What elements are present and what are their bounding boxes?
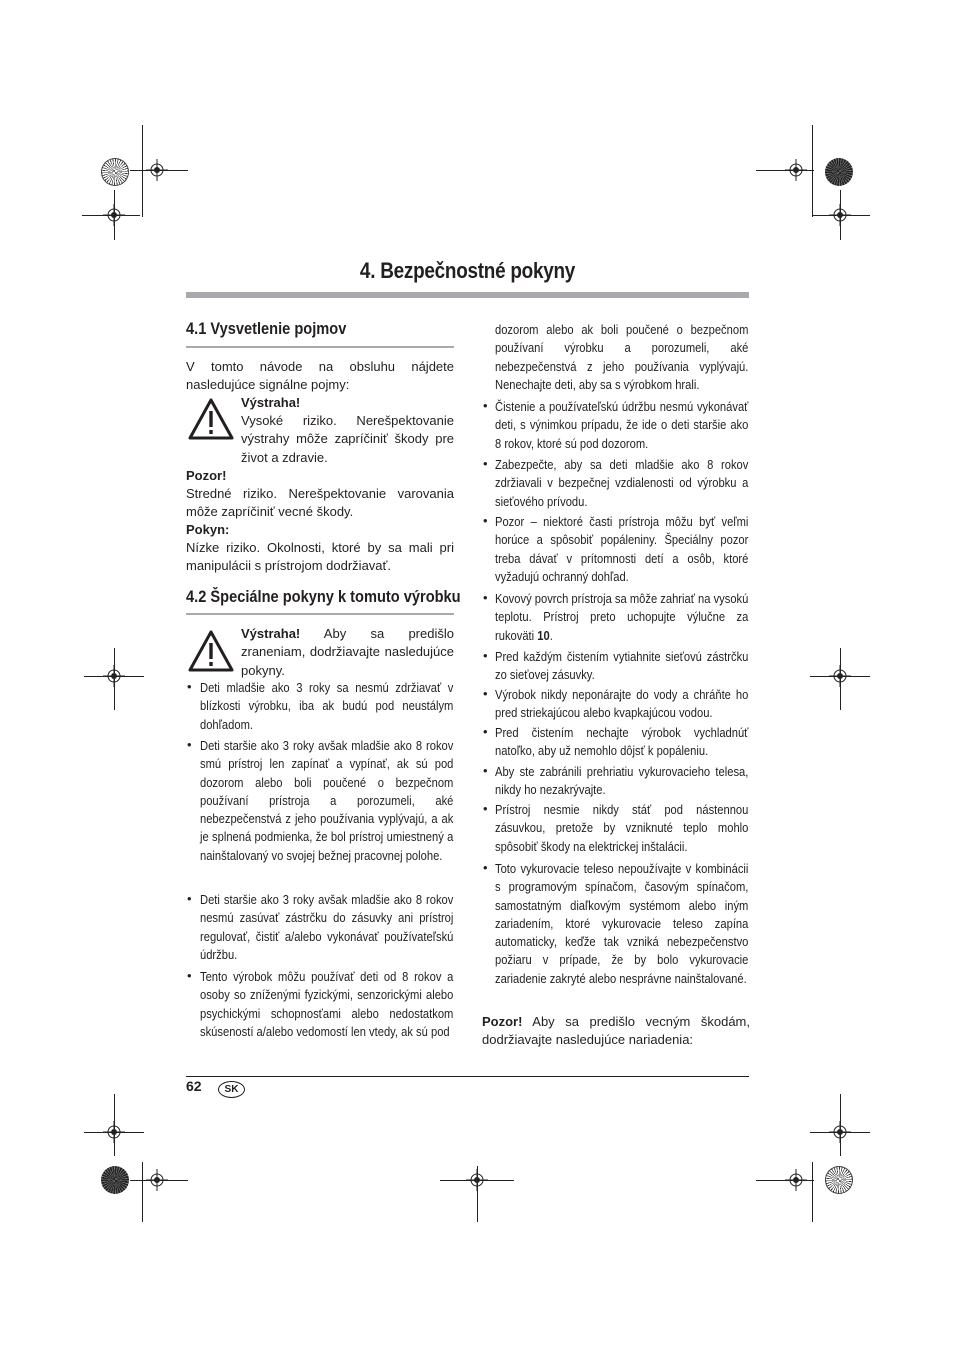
right-bullet-2 — [495, 456, 749, 511]
pozor-text: Stredné riziko. Nerešpektovanie varovania môže zapríčiniť vecné škody. — [186, 486, 454, 520]
registration-mark-icon — [466, 1169, 488, 1191]
warning-triangle-icon — [188, 630, 234, 672]
bullet-icon: • — [187, 968, 192, 983]
vystraha-text: Vysoké riziko. Nerešpektovanie výstrahy môže zapríčiniť škody pre život a zdravie. — [241, 413, 454, 465]
pokyn-text: Nízke riziko. Okolnosti, ktoré by sa mali pri manipulácii s prístrojom dodržiavať. — [186, 540, 454, 574]
pozor-label: Pozor! — [186, 468, 227, 483]
registration-mark-icon — [146, 1169, 168, 1191]
heading-rule — [186, 613, 454, 615]
registration-mark-icon — [103, 204, 125, 226]
footer-rule — [186, 1076, 749, 1077]
bullet-icon: • — [483, 456, 488, 471]
bullet-icon: • — [483, 686, 488, 701]
left-bullet-2 — [200, 737, 454, 865]
color-rosette-icon — [101, 158, 129, 186]
right-bullet-text: Zabezpečte, aby sa deti mladšie ako 8 rokov zdržiavali v bezpečnej vzdialenosti od výrobku a sieťového prívodu. — [495, 457, 749, 509]
right-bullet-4: Kovový povrch prístroja sa môže zahriať na vysokú teplotu. Prístroj preto uchopujte výlučne za rukoväti 10. — [495, 591, 749, 643]
handle-number: 10 — [537, 627, 550, 643]
right-bullet-8 — [495, 763, 749, 800]
right-bullet-text: Kovový povrch prístroja sa môže zahriať na vysokú teplotu. Prístroj preto uchopujte výlučne za rukoväti — [495, 591, 749, 643]
crop-line — [812, 125, 813, 217]
crop-line — [142, 125, 143, 217]
registration-mark-icon — [829, 1121, 851, 1143]
page-number: 62 — [186, 1078, 202, 1094]
right-bullet-9 — [495, 801, 749, 856]
bullet-icon: • — [483, 860, 488, 875]
registration-mark-icon — [146, 159, 168, 181]
left-bullet-text: Deti mladšie ako 3 roky sa nesmú zdržiavať v blízkosti výrobku, iba ak budú pod neustálym dohľadom. — [200, 680, 454, 732]
right-bullet-text: Čistenie a používateľskú údržbu nesmú vykonávať deti, s výnimkou prípadu, že ide o deti staršie ako 8 rokov, ktoré sú pod dozorom. — [495, 399, 749, 451]
warning-text: Aby sa predišlo zraneniam, dodržiavajte nasledujúce pokyny. — [241, 626, 454, 678]
final-pozor-label: Pozor! — [482, 1014, 523, 1029]
final-pozor-text: Aby sa predišlo vecným škodám, dodržiavajte nasledujúce nariadenia: — [482, 1014, 750, 1048]
right-bullet-text: Pozor – niektoré časti prístroja môžu byť veľmi horúce a spôsobiť popáleniny. Špeciálny pozor treba dávať v prítomnosti detí a osôb, ktoré vyžadujú ochranný dohľad. — [495, 514, 749, 584]
left-bullet-1 — [200, 679, 454, 734]
right-bullet-text: Pred každým čistením vytiahnite sieťovú zástrčku zo sieťovej zásuvky. — [495, 649, 749, 683]
bullet-icon: • — [187, 737, 192, 752]
right-bullet-5 — [495, 648, 749, 685]
registration-mark-icon — [829, 204, 851, 226]
right-bullet-text: Pred čistením nechajte výrobok vychladnúť natoľko, aby už nemohlo dôjsť k popáleniu. — [495, 725, 749, 759]
registration-mark-icon — [103, 665, 125, 687]
title-underline-bar — [186, 292, 749, 298]
bullet-icon: • — [187, 679, 192, 694]
bullet-icon: • — [483, 801, 488, 816]
color-rosette-icon — [825, 1166, 853, 1194]
registration-mark-icon — [829, 665, 851, 687]
left-bullet-text: Tento výrobok môžu používať deti od 8 rokov a osoby so zníženými fyzickými, senzorickými alebo psychickými schopnosťami alebo nedostatkom skúseností a/alebo vedomostí len vtedy, ak sú pod — [200, 969, 454, 1039]
bullet-icon: • — [483, 590, 488, 605]
page-title: 4. Bezpečnostné pokyny — [359, 258, 576, 283]
right-bullet-7 — [495, 724, 749, 761]
color-rosette-icon — [825, 158, 853, 186]
section-heading-4-1: 4.1 Vysvetlenie pojmov — [186, 319, 347, 338]
registration-mark-icon — [103, 1121, 125, 1143]
crop-line — [812, 1162, 813, 1222]
bullet-icon: • — [483, 398, 488, 413]
country-code-badge: SK — [218, 1081, 245, 1098]
right-bullet-1 — [495, 398, 749, 453]
bullet-icon: • — [483, 763, 488, 778]
bullet-icon: • — [483, 724, 488, 739]
left-bullet-text: Deti staršie ako 3 roky avšak mladšie ako 8 rokov nesmú zasúvať zástrčku do zásuvky ani prístroj regulovať, čistiť a/alebo vykonávať používateľskú údržbu. — [200, 892, 454, 962]
final-pozor-block — [482, 1013, 750, 1050]
left-bullet-4 — [200, 968, 454, 1041]
continuation-text: dozorom alebo ak boli poučené o bezpečnom používaní výrobku a porozumeli, aké nebezpečenstvá z jeho používania vyplývajú. Nenechajte deti, aby sa s výrobkom hrali. — [495, 322, 749, 392]
left-bullet-text: Deti staršie ako 3 roky avšak mladšie ako 8 rokov smú prístroj len zapínať a vypínať, ak sú pod dozorom alebo boli poučené o bezpečnom používaní prístroja a porozumeli, aké nebezpečenstvá z jeho používania vyplývajú, a ak je splnená podmienka, že bol prístroj umiestnený a nainštalovaný vo svojej bežnej pracovnej polohe. — [200, 738, 454, 863]
warning-triangle-icon — [188, 398, 234, 440]
pokyn-label: Pokyn: — [186, 522, 230, 537]
crop-line — [142, 1162, 143, 1222]
right-bullet-3 — [495, 513, 749, 586]
section-heading-4-2: 4.2 Špeciálne pokyny k tomuto výrobku — [186, 587, 461, 606]
bullet-icon: • — [483, 648, 488, 663]
right-bullet-text: Prístroj nesmie nikdy stáť pod nástennou zásuvkou, pretože by vzniknuté teplo mohlo spôsobiť škody na elektrickej inštalácii. — [495, 802, 749, 854]
right-continuation — [495, 321, 749, 394]
color-rosette-icon — [101, 1166, 129, 1194]
heading-rule — [186, 346, 454, 348]
right-bullet-text: Aby ste zabránili prehriatiu vykurovacieho telesa, nikdy ho nezakrývajte. — [495, 764, 749, 798]
bullet-icon: • — [187, 891, 192, 906]
right-bullet-6 — [495, 686, 749, 723]
bullet-icon: • — [483, 513, 488, 528]
warning-label: Výstraha! — [241, 626, 301, 641]
right-bullet-text: Výrobok nikdy neponárajte do vody a chráňte ho pred striekajúcou alebo kvapkajúcou vodou. — [495, 687, 749, 721]
vystraha-label: Výstraha! — [241, 395, 301, 410]
registration-mark-icon — [785, 159, 807, 181]
intro-paragraph: V tomto návode na obsluhu nájdete nasledujúce signálne pojmy: — [186, 359, 454, 393]
right-bullet-10 — [495, 860, 749, 988]
warning-block — [241, 625, 454, 680]
registration-mark-icon — [785, 1169, 807, 1191]
left-bullet-3 — [200, 891, 454, 964]
right-bullet-text: Toto vykurovacie teleso nepoužívajte v kombinácii s programovým spínačom, časovým spínačom, samostatným diaľkovým systémom alebo iným zariadením, ktoré vykurovacie teleso zapína automaticky, keďže tak vzniká nebezpečenstvo požiaru v prípade, že by bolo vykurovacie zariadenie zakryté alebo nesprávne nainštalované. — [495, 861, 749, 986]
